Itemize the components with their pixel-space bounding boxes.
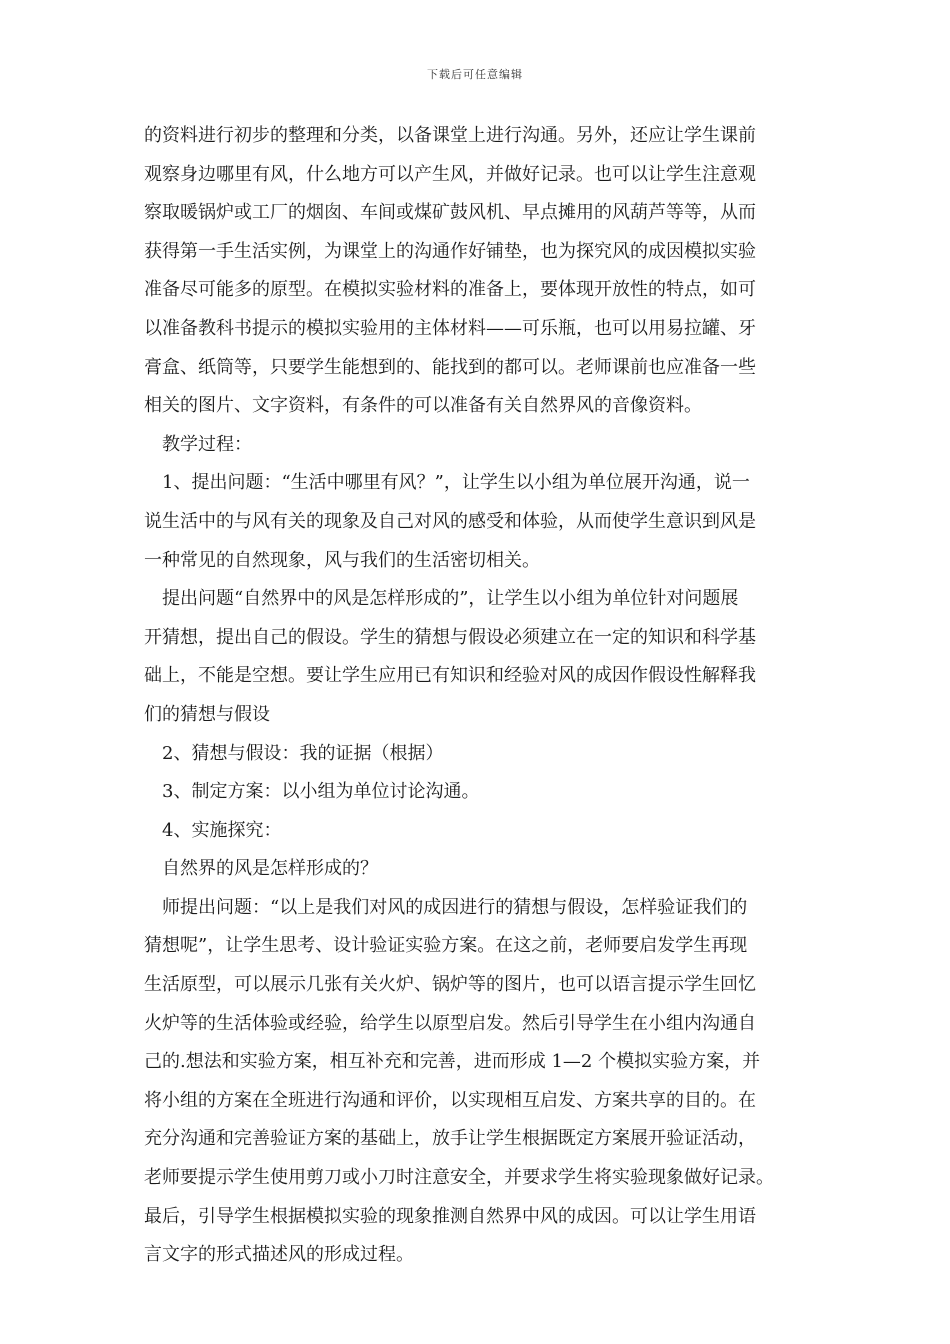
- text-line: 自然界的风是怎样形成的？: [162, 858, 378, 880]
- section-heading: 教学过程：: [162, 433, 252, 455]
- text-line: 最后，引导学生根据模拟实验的现象推测自然界中风的成因。可以让学生用语: [144, 1205, 756, 1227]
- text-line: 师提出问题：“以上是我们对风的成因进行的猜想与假设，怎样验证我们的: [162, 896, 748, 918]
- text-line: 2、猜想与假设：我的证据（根据）: [162, 742, 444, 764]
- page-header: 下载后可任意编辑: [427, 68, 523, 81]
- text-line: 观察身边哪里有风，什么地方可以产生风，并做好记录。也可以让学生注意观: [144, 163, 756, 185]
- text-line: 将小组的方案在全班进行沟通和评价，以实现相互启发、方案共享的目的。在: [144, 1089, 756, 1111]
- text-line: 3、制定方案：以小组为单位讨论沟通。: [162, 781, 480, 803]
- text-line: 相关的图片、文字资料，有条件的可以准备有关自然界风的音像资料。: [144, 395, 702, 417]
- text-line: 4、实施探究：: [162, 819, 282, 841]
- text-line: 们的猜想与假设: [144, 703, 270, 725]
- text-line: 的资料进行初步的整理和分类，以备课堂上进行沟通。另外，还应让学生课前: [144, 125, 756, 146]
- text-line: 以准备教科书提示的模拟实验用的主体材料——可乐瓶，也可以用易拉罐、牙: [144, 317, 756, 339]
- text-line: 1、提出问题：“生活中哪里有风？”，让学生以小组为单位展开沟通，说一: [162, 472, 750, 494]
- text-line: 生活原型，可以展示几张有关火炉、锅炉等的图片，也可以语言提示学生回忆: [144, 974, 756, 996]
- text-line: 察取暖锅炉或工厂的烟囱、车间或煤矿鼓风机、早点摊用的风葫芦等等，从而: [144, 202, 756, 224]
- text-line: 准备尽可能多的原型。在模拟实验材料的准备上，要体现开放性的特点，如可: [144, 279, 756, 301]
- text-line: 火炉等的生活体验或经验，给学生以原型启发。然后引导学生在小组内沟通自: [144, 1012, 756, 1034]
- text-line: 猜想呢”，让学生思考、设计验证实验方案。在这之前，老师要启发学生再现: [144, 935, 748, 957]
- text-line: 一种常见的自然现象，风与我们的生活密切相关。: [144, 549, 540, 571]
- text-line: 础上，不能是空想。要让学生应用已有知识和经验对风的成因作假设性解释我: [144, 665, 756, 687]
- document-body: [144, 117, 824, 1275]
- text-line: 提出问题“自然界中的风是怎样形成的”，让学生以小组为单位针对问题展: [162, 588, 739, 610]
- text-line: 老师要提示学生使用剪刀或小刀时注意安全，并要求学生将实验现象做好记录。: [144, 1167, 774, 1189]
- text-line: 言文字的形式描述风的形成过程。: [144, 1244, 414, 1266]
- text-line: 己的.想法和实验方案，相互补充和完善，进而形成 1—2 个模拟实验方案，并: [144, 1051, 761, 1073]
- text-line: 开猜想，提出自己的假设。学生的猜想与假设必须建立在一定的知识和科学基: [144, 626, 756, 648]
- text-line: 膏盒、纸筒等，只要学生能想到的、能找到的都可以。老师课前也应准备一些: [144, 356, 756, 378]
- text-line: 说生活中的与风有关的现象及自己对风的感受和体验，从而使学生意识到风是: [144, 510, 756, 532]
- text-line: 充分沟通和完善验证方案的基础上，放手让学生根据既定方案展开验证活动，: [144, 1128, 756, 1150]
- text-line: 获得第一手生活实例，为课堂上的沟通作好铺垫，也为探究风的成因模拟实验: [144, 240, 756, 262]
